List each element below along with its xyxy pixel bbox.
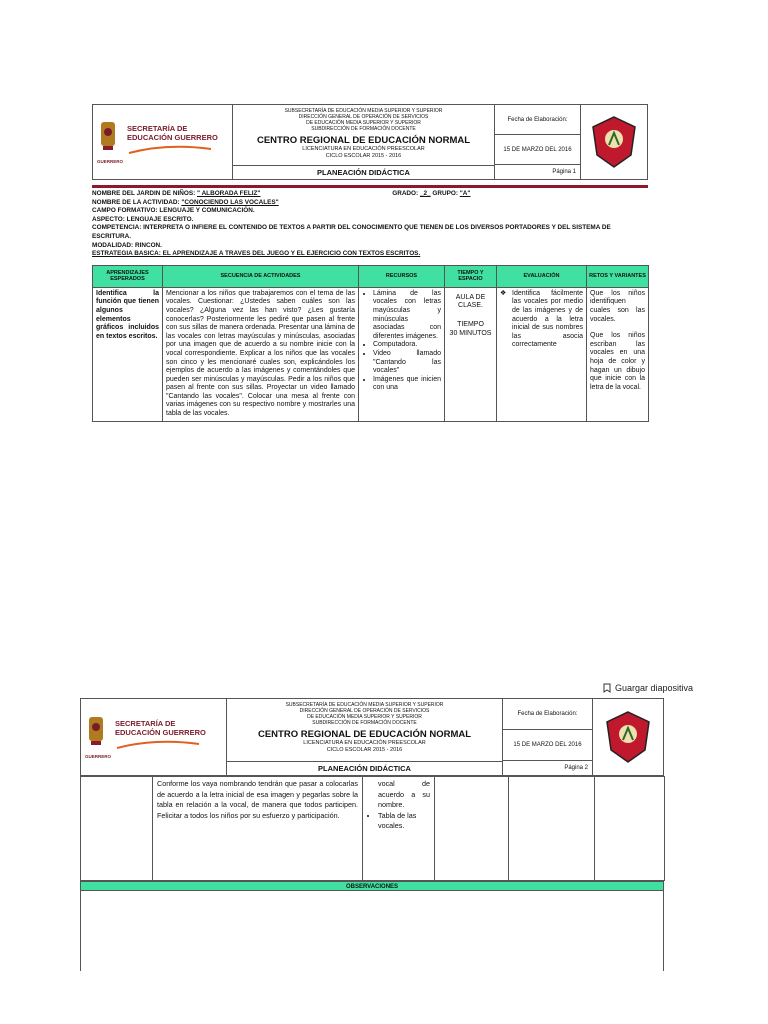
secuencia-cell: Conforme los vaya nombrando tendrán que pasar a colocarlas de acuerdo a la letra inicial de esa imagen y pegarlas sobre la tabla en relación a la vocal, de manera que todos participen. Felicitar a todos los niños por su esfuerzo y participación. [153,777,363,881]
tiempo-cell [435,777,509,881]
fecha-value: 15 DE MARZO DEL 2016 [495,135,580,165]
col-aprendizajes: APRENDIZAJES ESPERADOS [93,265,163,287]
swoosh-icon [115,740,201,750]
list-item: • Imágenes que inicien con una [373,376,441,393]
recursos-cell [363,777,435,881]
sub-line-3: DE EDUCACIÓN MEDIA SUPERIOR Y SUPERIOR [306,120,421,126]
cycle-subtitle: CICLO ESCOLAR 2015 - 2016 [326,746,403,753]
secretaria-line-2: EDUCACIÓN GUERRERO [115,728,206,737]
retos-cell [595,777,665,881]
col-retos: RETOS Y VARIANTES [587,265,649,287]
planeacion-title: PLANEACIÓN DIDÁCTICA [227,761,502,775]
aspecto: ASPECTO: LENGUAJE ESCRITO. [92,215,194,223]
grado-label: GRADO: [392,190,419,197]
document-page-2 [80,698,664,971]
page-number: Página 2 [564,765,588,771]
activity-table [92,265,649,422]
cycle-subtitle: CICLO ESCOLAR 2015 - 2016 [325,152,402,159]
evaluacion-text: Identifica fácilmente las vocales por medio de las imágenes y de acuerdo a la letra inicial de sus nombres las asocia correctamente [512,289,583,349]
tiempo-cell [445,287,497,421]
crn-emblem-icon [605,710,651,764]
table-row [93,287,649,421]
secuencia-cell: Mencionar a los niños que trabajaremos con el tema de las vocales. Cuestionar: ¿Ustedes saben cuáles son las vocales? ¿Alguna vez las han visto? ¿Les gustaría conocerlas? Posteriormente les pediré que pasen al frente con sus sillas de manera ordenada. Presentar una lámina de las vocales con letras mayúsculas y minúsculas, asociadas por una imagen que de acuerdo a su nombre inicie con la vocal correspondiente. Explicar a los niños que las vocales son cinco y les mencionaré cuales son, explicándoles los ejemplos de acuerdo a las imágenes y comentándoles que pueden ser minúsculas y mayúsculas. Pedir a los niños que pasen al frente con sus sillas. Proyectar un video llamado "Cantando las vocales". Colocar una mesa al frente con varias imágenes con su respectivo nombre y mostrarles una tabla de las vocales. [163,287,359,421]
table-row [81,777,665,881]
col-tiempo: TIEMPO Y ESPACIO [445,265,497,287]
list-item: • Computadora. [373,341,441,350]
crn-emblem-icon [591,115,637,169]
activity-table-continued [80,776,665,881]
program-subtitle: LICENCIATURA EN EDUCACIÓN PREESCOLAR [303,740,426,746]
competencia: COMPETENCIA: INTERPRETA O INFIERE EL CONTENIDO DE TEXTOS A PARTIR DEL CONOCIMIENTO QUE TIENEN DE LOS DIVERSOS PORTADORES Y DEL SISTEMA DE ESCRITURA. [92,224,611,240]
list-item: • Lámina de las vocales con letras mayúsculas y minúsculas asociadas con diferentes imágenes. [373,290,441,342]
secretaria-logo [93,105,233,179]
institution-title: CENTRO REGIONAL DE EDUCACIÓN NORMAL [256,135,471,146]
evaluacion-cell [497,287,587,421]
recursos-cell [359,287,445,421]
tiempo-label: TIEMPO [457,320,484,328]
list-item: • Tabla de las vocales. [378,811,430,832]
institution-title: CENTRO REGIONAL DE EDUCACIÓN NORMAL [257,729,472,740]
reto-1: Que los niños identifiquen cuales son las vocales. [590,289,645,323]
reto-2: Que los niños escriban las vocales en una hoja de color y hagan un dibujo que inicie con la letra de la vocal. [590,332,645,391]
recursos-continued: vocal de acuerdo a su nombre. [378,779,430,809]
secretaria-line-1: SECRETARÍA DE [115,719,176,728]
diamond-bullet-icon: ❖ [500,289,507,297]
evaluacion-cell [509,777,595,881]
jardin-value: " ALBORADA FELIZ" [197,190,261,197]
guerrero-label: GUERRERO [97,159,124,164]
sub-line-1: SUBSECRETARÍA DE EDUCACIÓN MEDIA SUPERIOR Y SUPERIOR [284,108,443,114]
campo-formativo: CAMPO FORMATIVO: LENGUAJE Y COMUNICACIÓN. [92,207,255,215]
retos-cell [587,287,649,421]
observaciones-body [80,891,664,971]
grupo-value: "A" [459,190,471,197]
page-header [80,698,664,776]
actividad-value: "CONOCIENDO LAS VOCALES" [181,198,279,206]
list-item: • Video llamado "Cantando las vocales" [373,350,441,376]
secretaria-logo [81,699,227,775]
sub-line-1: SUBSECRETARÍA DE EDUCACIÓN MEDIA SUPERIOR Y SUPERIOR [285,702,444,708]
tiempo-value: 30 MINUTOS [449,329,492,337]
observaciones-header: OBSERVACIONES [80,881,664,891]
col-secuencia: SECUENCIA DE ACTIVIDADES [163,265,359,287]
activity-info [92,190,648,259]
divider [92,185,648,188]
col-recursos: RECURSOS [359,265,445,287]
document-page-1 [92,104,648,422]
page-header [92,104,648,180]
fecha-label: Fecha de Elaboración: [495,105,580,135]
planeacion-title: PLANEACIÓN DIDÁCTICA [233,165,494,179]
aprendizajes-cell: Identifica la función que tienen algunos elementos gráficos incluidos en textos escritos. [93,287,163,421]
modalidad: MODALIDAD: RINCON. [92,241,162,249]
bookmark-icon [602,683,612,693]
estrategia: ESTRATEGIA BASICA: EL APRENDIZAJE A TRAVES DEL JUEGO Y EL EJERCICIO CON TEXTOS ESCRITOS. [92,250,421,258]
guerrero-shield-icon [85,715,107,749]
page-number: Página 1 [552,169,576,175]
sub-line-2: DIRECCIÓN GENERAL DE OPERACIÓN DE SERVICIOS [298,114,429,120]
sub-line-2: DIRECCIÓN GENERAL DE OPERACIÓN DE SERVICIOS [299,708,430,714]
fecha-label: Fecha de Elaboración: [503,699,592,730]
col-evaluacion: EVALUACIÓN [497,265,587,287]
secretaria-line-2: EDUCACIÓN GUERRERO [127,133,218,142]
aprendizajes-cell [81,777,153,881]
guerrero-label: GUERRERO [85,754,112,759]
sub-line-3: DE EDUCACIÓN MEDIA SUPERIOR Y SUPERIOR [307,714,422,720]
secretaria-line-1: SECRETARÍA DE [127,124,188,133]
save-slide-button[interactable] [602,683,693,693]
espacio-value: AULA DE CLASE. [455,293,486,310]
actividad-label: NOMBRE DE LA ACTIVIDAD: [92,198,180,206]
swoosh-icon [127,145,213,155]
jardin-label: NOMBRE DEL JARDIN DE NIÑOS: [92,190,196,197]
program-subtitle: LICENCIATURA EN EDUCACIÓN PREESCOLAR [302,146,425,152]
fecha-value: 15 DE MARZO DEL 2016 [503,730,592,761]
guerrero-shield-icon [97,120,119,154]
sub-line-4: SUBDIRECCIÓN DE FORMACIÓN DOCENTE [312,720,417,726]
save-slide-label: Guargar diapositiva [615,683,694,693]
sub-line-4: SUBDIRECCIÓN DE FORMACIÓN DOCENTE [311,126,416,132]
grupo-label: GRUPO: [432,190,458,197]
grado-value: _2_ [419,190,431,197]
